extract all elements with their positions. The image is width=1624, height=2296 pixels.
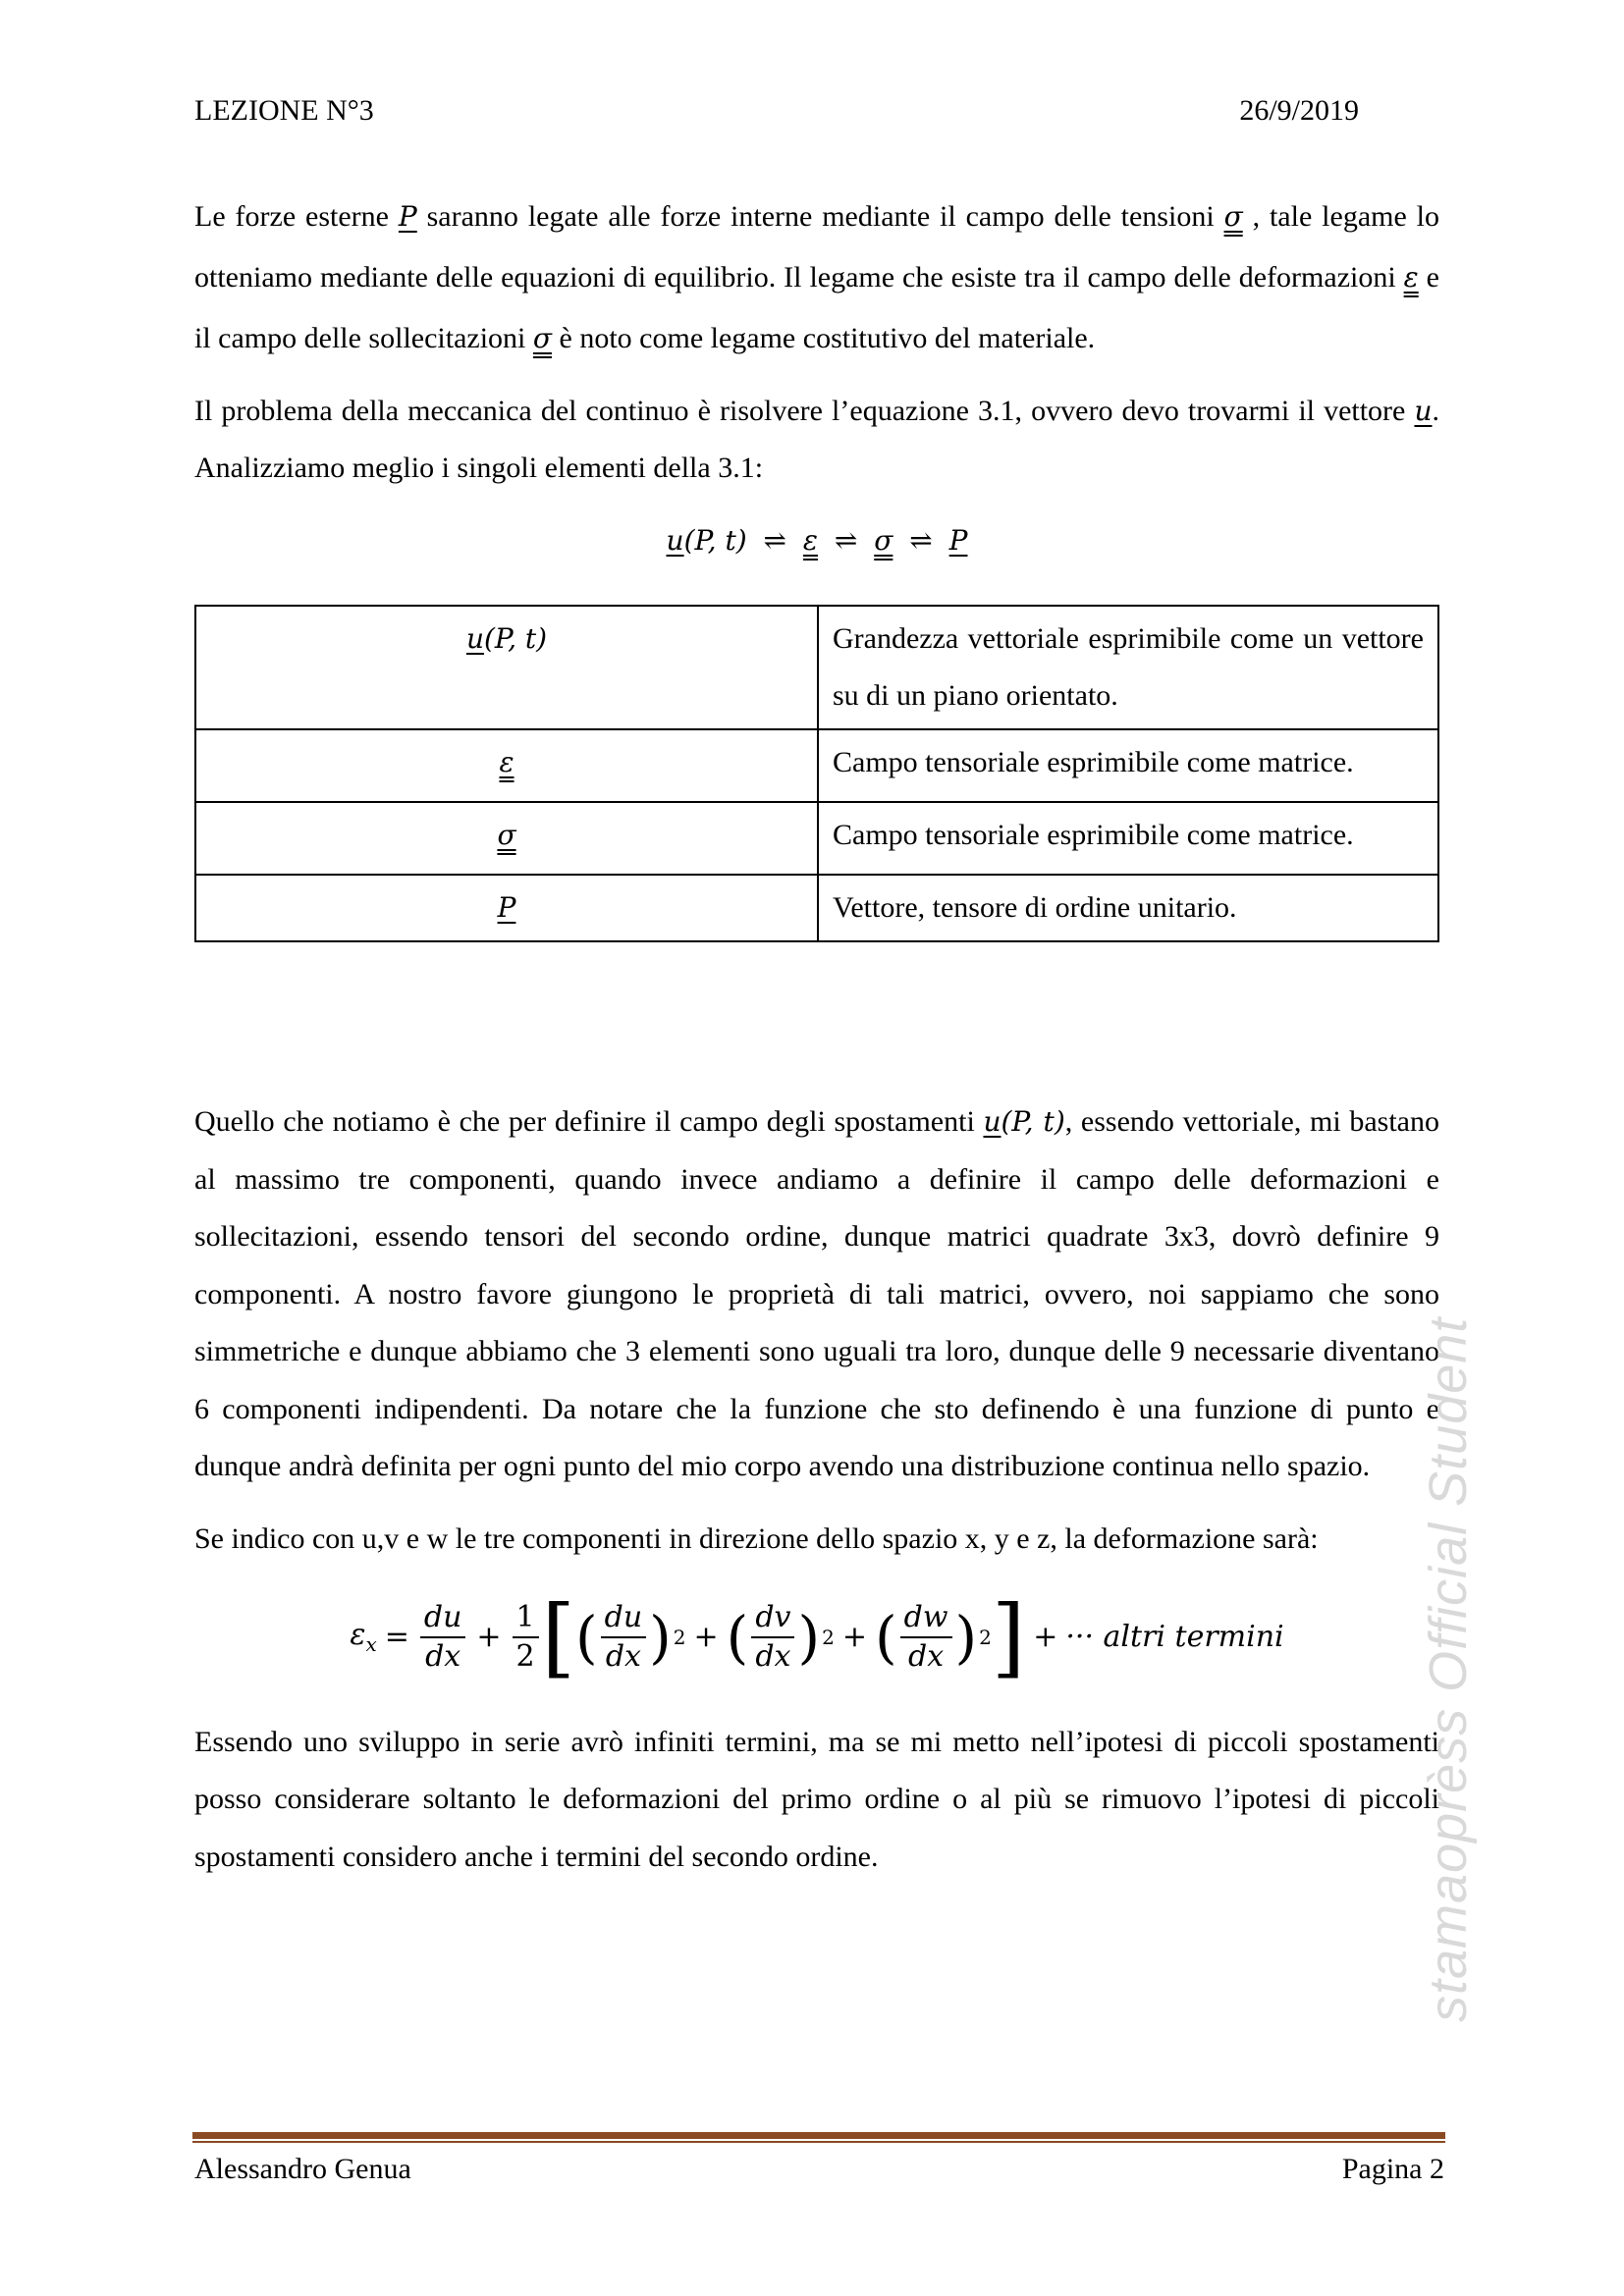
frac-du-dx bbox=[420, 1599, 466, 1676]
frac-den: dx bbox=[908, 1638, 945, 1674]
table-sym-p: P bbox=[497, 891, 516, 924]
p1-symbol-sigma-2: σ bbox=[532, 322, 553, 354]
frac-num: du bbox=[601, 1599, 647, 1638]
p1-symbol-sigma: σ bbox=[1223, 200, 1243, 233]
table-cell-desc: Grandezza vettoriale esprimibile come un vettore su di un piano orientato. bbox=[818, 606, 1438, 729]
footer-rule bbox=[192, 2132, 1445, 2139]
formula-plus-3: + bbox=[841, 1620, 867, 1654]
chain-args: (P, t) bbox=[683, 524, 747, 557]
table-sym-u: u bbox=[465, 622, 484, 655]
frac-den: dx bbox=[755, 1638, 791, 1674]
paragraph-3 bbox=[194, 1094, 1439, 1496]
frac-num: 1 bbox=[513, 1599, 539, 1638]
definitions-table bbox=[194, 605, 1439, 942]
paragraph-1 bbox=[194, 187, 1439, 369]
relation-chain bbox=[194, 510, 1439, 571]
chain-eps: ε bbox=[802, 524, 818, 557]
frac-den: dx bbox=[605, 1638, 641, 1674]
p1-text-c: , tale legame lo otteniamo mediante delle equazioni di equilibrio. Il legame che esiste tra il campo delle deformazioni bbox=[194, 200, 1440, 294]
chain-arrow-2: ⇌ bbox=[834, 524, 858, 557]
frac-du-dx-sq bbox=[601, 1599, 647, 1676]
table-cell-symbol bbox=[195, 729, 818, 802]
header-title: LEZIONE N°3 bbox=[194, 94, 374, 127]
paren-open: ( bbox=[874, 1603, 897, 1671]
formula-eps: ε bbox=[350, 1618, 366, 1652]
table-sym-sigma: σ bbox=[497, 819, 516, 851]
p1-symbol-p: P bbox=[398, 200, 417, 233]
table-row bbox=[195, 606, 1438, 729]
p1-text-d: e il campo delle sollecitazioni bbox=[194, 261, 1439, 354]
footer-rule-thin bbox=[192, 2141, 1445, 2143]
p1-text-a: Le forze esterne bbox=[194, 200, 399, 233]
paren-close: ) bbox=[649, 1603, 672, 1671]
exponent: 2 bbox=[822, 1625, 835, 1649]
exponent: 2 bbox=[673, 1625, 686, 1649]
formula-lhs bbox=[350, 1618, 376, 1656]
content-top bbox=[194, 187, 1439, 942]
frac-half bbox=[513, 1599, 539, 1676]
p3-args: (P, t) bbox=[1001, 1105, 1065, 1138]
table-sym-eps: ε bbox=[499, 746, 514, 778]
table-cell-symbol bbox=[195, 606, 818, 729]
table-cell-symbol bbox=[195, 802, 818, 875]
table-cell-symbol bbox=[195, 875, 818, 941]
frac-den: dx bbox=[425, 1638, 461, 1674]
p3-text-a: Quello che notiamo è che per definire il campo degli spostamenti bbox=[194, 1105, 984, 1138]
p3-symbol-u: u bbox=[983, 1105, 1001, 1138]
table-cell-desc: Vettore, tensore di ordine unitario. bbox=[818, 875, 1438, 941]
formula-plus-2: + bbox=[693, 1620, 719, 1654]
chain-arrow-1: ⇌ bbox=[763, 524, 787, 557]
table-row bbox=[195, 875, 1438, 941]
paragraph-5: Essendo uno sviluppo in serie avrò infiniti termini, ma se mi metto nell’ipotesi di piccoli spostamenti posso considerare soltanto le deformazioni del primo ordine o al più se rimuovo l’ipotesi di piccoli spostamenti considero anche i termini del secondo ordine. bbox=[194, 1725, 1439, 1873]
p1-text-b: saranno legate alle forze interne mediante il campo delle tensioni bbox=[416, 200, 1224, 233]
p2-text-b: . Analizziamo meglio i singoli elementi della 3.1: bbox=[194, 395, 1439, 484]
frac-den: 2 bbox=[515, 1638, 535, 1674]
paragraph-4: Se indico con u,v e w le tre componenti in direzione dello spazio x, y e z, la deformazione sarà: bbox=[194, 1522, 1319, 1555]
frac-num: dw bbox=[900, 1599, 952, 1638]
paren-open: ( bbox=[574, 1603, 598, 1671]
watermark: stamaoprèss Official Student bbox=[1419, 1316, 1478, 2022]
footer-page-number: Pagina 2 bbox=[1341, 2153, 1444, 2185]
frac-dv-dx-sq bbox=[751, 1599, 794, 1676]
formula-eps-sub: x bbox=[365, 1632, 377, 1656]
chain-p: P bbox=[948, 524, 968, 557]
p2-symbol-u: u bbox=[1414, 395, 1433, 427]
table-cell-desc: Campo tensoriale esprimibile come matrice. bbox=[818, 802, 1438, 875]
frac-num: du bbox=[420, 1599, 466, 1638]
p3-text-b: , essendo vettoriale, mi bastano al massimo tre componenti, quando invece andiamo a definire il campo delle deformazioni e sollecitazioni, essendo tensori del secondo ordine, dunque matrici quadrate 3x3, dovrò definire 9 componenti. A nostro favore giungono le proprietà di tali matrici, ovvero, noi sappiamo che sono simmetriche e dunque abbiamo che 3 elementi sono uguali tra loro, dunque delle 9 necessarie diventano 6 componenti indipendenti. Da notare che la funzione che sto definendo è una funzione di punto e dunque andrà definita per ogni punto del mio corpo avendo una distribuzione continua nello spazio. bbox=[194, 1105, 1439, 1482]
bracket-close: ] bbox=[991, 1585, 1026, 1687]
content-bottom bbox=[194, 1094, 1439, 1886]
formula-plus-4: + bbox=[1033, 1620, 1058, 1654]
formula-eq: = bbox=[384, 1620, 409, 1654]
chain-arrow-3: ⇌ bbox=[909, 524, 933, 557]
bracket-open: [ bbox=[541, 1585, 575, 1687]
paren-open: ( bbox=[726, 1603, 749, 1671]
chain-u: u bbox=[666, 524, 684, 557]
p1-symbol-eps: ε bbox=[1403, 261, 1419, 294]
exponent: 2 bbox=[979, 1625, 992, 1649]
paren-close: ) bbox=[954, 1603, 978, 1671]
table-sym-args: (P, t) bbox=[483, 622, 548, 655]
p2-text-a: Il problema della meccanica del continuo è risolvere l’equazione 3.1, ovvero devo trovarmi il vettore bbox=[194, 395, 1415, 427]
table-cell-desc: Campo tensoriale esprimibile come matrice. bbox=[818, 729, 1438, 802]
header-date: 26/9/2019 bbox=[1239, 94, 1359, 127]
paren-close: ) bbox=[797, 1603, 821, 1671]
chain-sigma: σ bbox=[874, 524, 893, 557]
table-row bbox=[195, 729, 1438, 802]
formula-plus-1: + bbox=[476, 1620, 502, 1654]
p1-text-e: è noto come legame costitutivo del materiale. bbox=[552, 322, 1096, 354]
frac-dw-dx-sq bbox=[900, 1599, 952, 1676]
paragraph-2 bbox=[194, 383, 1439, 497]
frac-num: dv bbox=[751, 1599, 794, 1638]
formula-tail: ··· altri termini bbox=[1065, 1620, 1284, 1654]
table-row bbox=[195, 802, 1438, 875]
footer-author: Alessandro Genua bbox=[194, 2153, 411, 2185]
strain-formula bbox=[194, 1569, 1439, 1706]
